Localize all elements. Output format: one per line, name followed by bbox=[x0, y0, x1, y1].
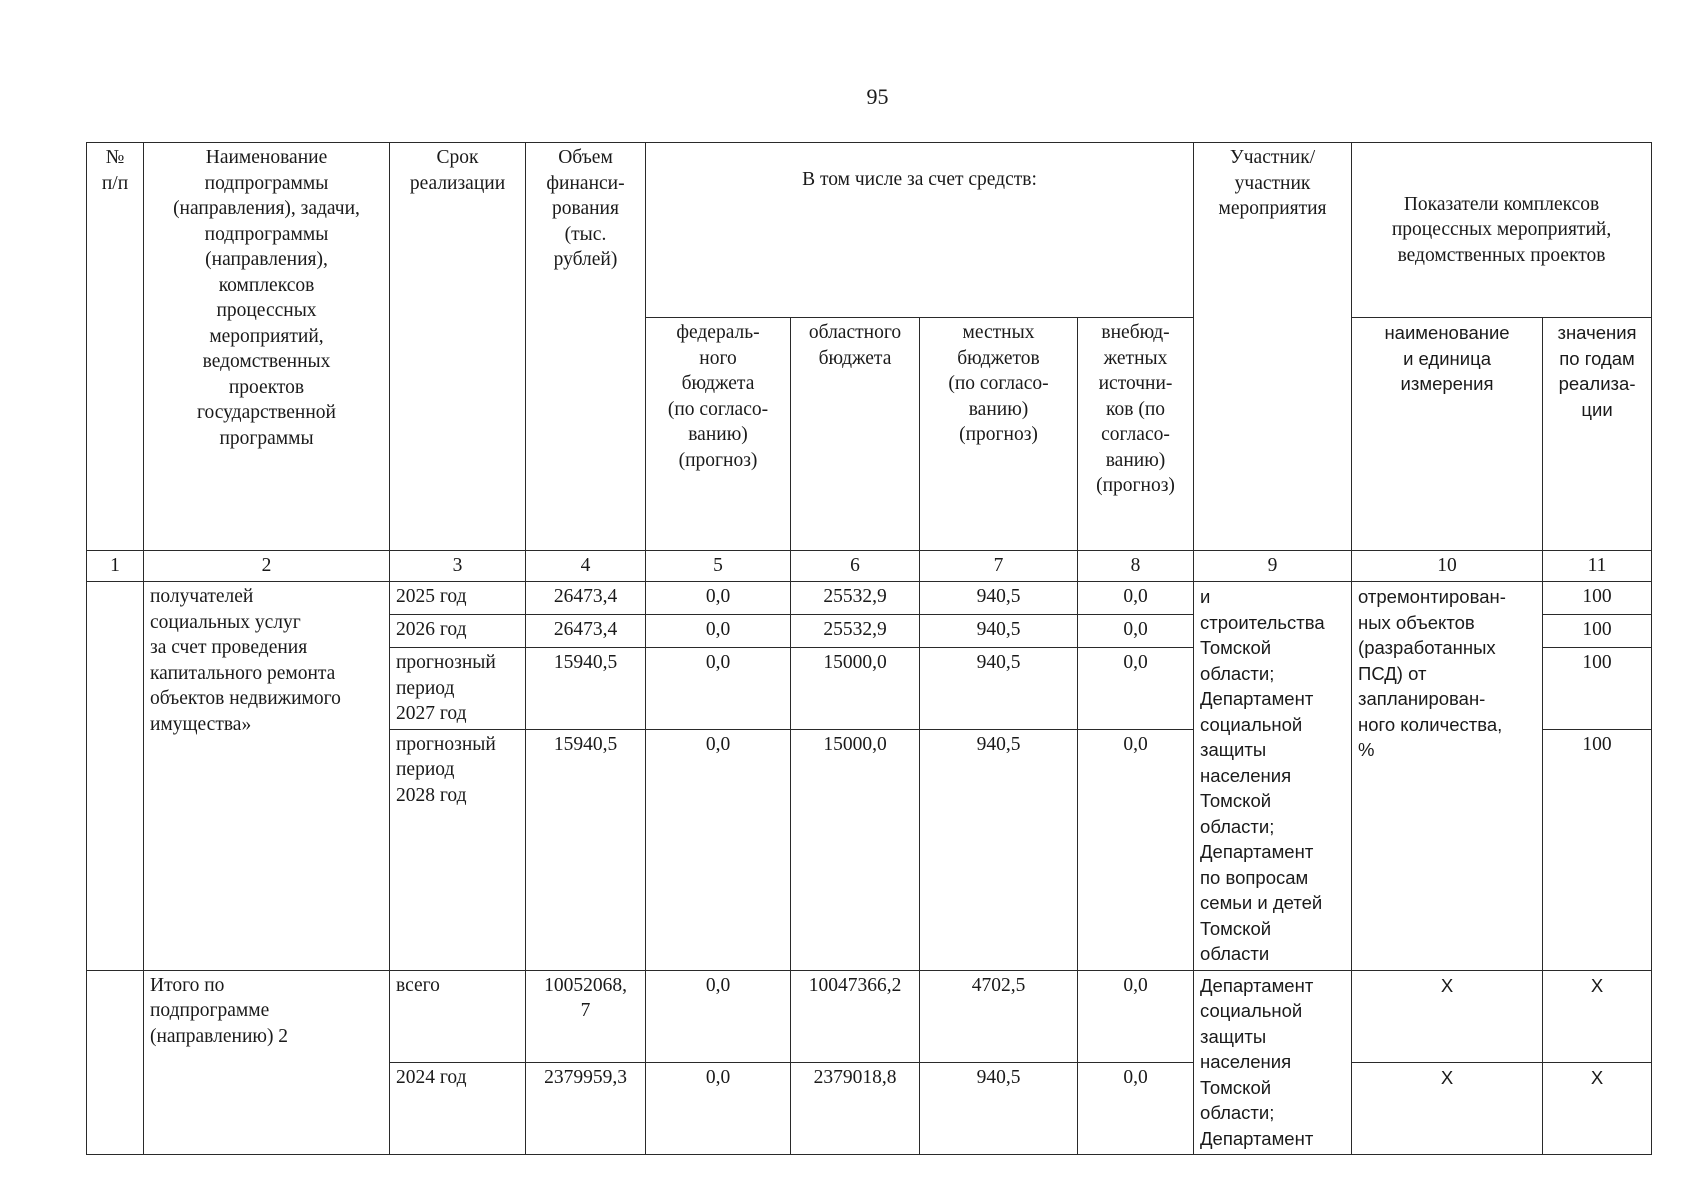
header-extrabudgetary: внебюд- жетных источни- ков (по согласо- ванию) (прогноз) bbox=[1078, 318, 1194, 551]
federal-cell: 0,0 bbox=[646, 1062, 791, 1154]
header-participant: Участник/ участник мероприятия bbox=[1194, 143, 1352, 551]
col-number-8: 8 bbox=[1078, 551, 1194, 582]
header-indicator-name: наименование и единица измерения bbox=[1352, 318, 1543, 551]
indicator-name-cell: Х bbox=[1352, 970, 1543, 1062]
indicator-value-cell: Х bbox=[1543, 970, 1652, 1062]
period-cell: 2025 год bbox=[390, 582, 526, 615]
header-row-1 bbox=[87, 143, 1652, 318]
header-regional: областного бюджета bbox=[791, 318, 920, 551]
indicator-name-cell: Х bbox=[1352, 1062, 1543, 1154]
regional-cell: 10047366,2 bbox=[791, 970, 920, 1062]
header-indicator-values: значения по годам реализа- ции bbox=[1543, 318, 1652, 551]
col-number-11: 11 bbox=[1543, 551, 1652, 582]
total-cell: 2379959,3 bbox=[526, 1062, 646, 1154]
col-number-9: 9 bbox=[1194, 551, 1352, 582]
table-row bbox=[87, 970, 1652, 1062]
col-number-7: 7 bbox=[920, 551, 1078, 582]
header-local: местных бюджетов (по согласо- ванию) (прогноз) bbox=[920, 318, 1078, 551]
federal-cell: 0,0 bbox=[646, 615, 791, 648]
total-cell: 15940,5 bbox=[526, 648, 646, 730]
header-number: № п/п bbox=[87, 143, 144, 551]
federal-cell: 0,0 bbox=[646, 970, 791, 1062]
indicator-value-cell: Х bbox=[1543, 1062, 1652, 1154]
col-number-6: 6 bbox=[791, 551, 920, 582]
participant-cell: Департамент социальной защиты населения Томской области; Департамент bbox=[1194, 970, 1352, 1154]
regional-cell: 15000,0 bbox=[791, 729, 920, 970]
local-cell: 940,5 bbox=[920, 1062, 1078, 1154]
regional-cell: 25532,9 bbox=[791, 582, 920, 615]
activity-name: получателей социальных услуг за счет проведения капитального ремонта объектов недвижимого имущества» bbox=[144, 582, 390, 971]
header-name: Наименование подпрограммы (направления), задачи, подпрограммы (направления), комплексов процессных мероприятий, ведомственных проектов государственной программы bbox=[144, 143, 390, 551]
col-number-10: 10 bbox=[1352, 551, 1543, 582]
extra-cell: 0,0 bbox=[1078, 648, 1194, 730]
total-cell: 15940,5 bbox=[526, 729, 646, 970]
local-cell: 4702,5 bbox=[920, 970, 1078, 1062]
indicator-name-cell: отремонтирован- ных объектов (разработанных ПСД) от запланирован- ного количества, % bbox=[1352, 582, 1543, 971]
period-cell: прогнозный период 2027 год bbox=[390, 648, 526, 730]
regional-cell: 15000,0 bbox=[791, 648, 920, 730]
indicator-value-cell: 100 bbox=[1543, 582, 1652, 615]
row-number-cell bbox=[87, 970, 144, 1154]
total-cell: 26473,4 bbox=[526, 582, 646, 615]
local-cell: 940,5 bbox=[920, 729, 1078, 970]
total-cell: 26473,4 bbox=[526, 615, 646, 648]
total-cell: 10052068, 7 bbox=[526, 970, 646, 1062]
col-number-3: 3 bbox=[390, 551, 526, 582]
extra-cell: 0,0 bbox=[1078, 615, 1194, 648]
header-total-funding: Объем финанси- рования (тыс. рублей) bbox=[526, 143, 646, 551]
budget-table bbox=[86, 142, 1652, 1155]
header-funds-group: В том числе за счет средств: bbox=[646, 143, 1194, 318]
local-cell: 940,5 bbox=[920, 615, 1078, 648]
federal-cell: 0,0 bbox=[646, 582, 791, 615]
col-number-1: 1 bbox=[87, 551, 144, 582]
local-cell: 940,5 bbox=[920, 582, 1078, 615]
participant-cell: и строительства Томской области; Департамент социальной защиты населения Томской области; Департамент по вопросам семьи и детей Томской области bbox=[1194, 582, 1352, 971]
extra-cell: 0,0 bbox=[1078, 1062, 1194, 1154]
extra-cell: 0,0 bbox=[1078, 582, 1194, 615]
indicator-value-cell: 100 bbox=[1543, 729, 1652, 970]
column-numbers-row bbox=[87, 551, 1652, 582]
extra-cell: 0,0 bbox=[1078, 970, 1194, 1062]
subtotal-name: Итого по подпрограмме (направлению) 2 bbox=[144, 970, 390, 1154]
federal-cell: 0,0 bbox=[646, 729, 791, 970]
period-cell: всего bbox=[390, 970, 526, 1062]
indicator-value-cell: 100 bbox=[1543, 615, 1652, 648]
regional-cell: 25532,9 bbox=[791, 615, 920, 648]
indicator-value-cell: 100 bbox=[1543, 648, 1652, 730]
regional-cell: 2379018,8 bbox=[791, 1062, 920, 1154]
header-federal: федераль- ного бюджета (по согласо- ванию) (прогноз) bbox=[646, 318, 791, 551]
page-number: 95 bbox=[866, 84, 889, 109]
row-number-cell bbox=[87, 582, 144, 971]
local-cell: 940,5 bbox=[920, 648, 1078, 730]
header-indicators-group: Показатели комплексов процессных мероприятий, ведомственных проектов bbox=[1352, 143, 1652, 318]
period-cell: 2024 год bbox=[390, 1062, 526, 1154]
extra-cell: 0,0 bbox=[1078, 729, 1194, 970]
period-cell: прогнозный период 2028 год bbox=[390, 729, 526, 970]
table-row bbox=[87, 582, 1652, 615]
col-number-2: 2 bbox=[144, 551, 390, 582]
col-number-4: 4 bbox=[526, 551, 646, 582]
federal-cell: 0,0 bbox=[646, 648, 791, 730]
header-period: Срок реализации bbox=[390, 143, 526, 551]
period-cell: 2026 год bbox=[390, 615, 526, 648]
col-number-5: 5 bbox=[646, 551, 791, 582]
